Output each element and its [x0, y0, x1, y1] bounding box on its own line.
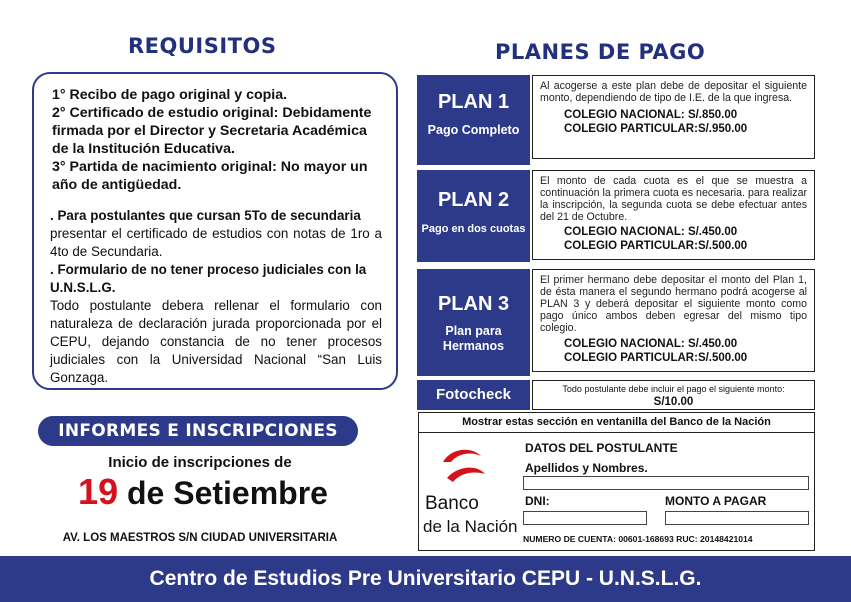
plan3-text: El primer hermano debe depositar el monto del Plan 1, de ésta manera el segundo hermano podrá acogerse al PLAN 3 y deberá depositar el siguiente monto como pago único ambos deben egresar del mismo tipo colegio. [540, 274, 807, 334]
plan3-sub: Plan para Hermanos [442, 324, 505, 353]
requisitos-box [32, 72, 398, 390]
plan3-name: PLAN 3 [437, 293, 510, 315]
deposit-slip [418, 412, 815, 551]
note-judicial-text: Todo postulante debera rellenar el formulario con naturaleza de declaración jurada proporcionada por el CEPU, dejando constancia de no tener procesos judiciales con la Universidad Nacional “San Luis Gonzaga. [50, 298, 382, 385]
monto-label: MONTO A PAGAR [665, 494, 767, 508]
dni-label: DNI: [525, 494, 550, 508]
plan1-sub: Pago Completo [427, 123, 520, 137]
plan2-nacional: COLEGIO NACIONAL: S/.450.00 [564, 226, 738, 238]
requisitos-title: REQUISITOS [128, 34, 277, 58]
plan3-nacional: COLEGIO NACIONAL: S/.450.00 [564, 338, 738, 350]
fotocheck-tab: Fotocheck [417, 380, 530, 410]
inicio-inscripciones: Inicio de inscripciones de [108, 454, 292, 471]
footer-banner: Centro de Estudios Pre Universitario CEPU - U.N.S.L.G. [0, 556, 851, 602]
plan2-sub: Pago en dos cuotas [421, 223, 526, 235]
plan1-nacional: COLEGIO NACIONAL: S/.850.00 [564, 109, 738, 121]
bank-name-line1: Banco [425, 493, 479, 514]
requisito-2: 2° Certificado de estudio original: Debidamente firmada por el Director y Secretaria Académica de la Institución Educativa. [52, 105, 372, 157]
fotocheck-value: S/10.00 [653, 396, 694, 408]
banco-nacion-logo-icon [437, 444, 489, 496]
apellidos-label: Apellidos y Nombres. [525, 461, 648, 475]
dni-field[interactable] [523, 511, 647, 525]
requisito-1: 1° Recibo de pago original y copia. [52, 87, 288, 103]
plan2-name: PLAN 2 [437, 189, 510, 211]
plan3-tab [417, 269, 530, 376]
plan3-box [532, 269, 815, 372]
fotocheck-text: Todo postulante debe incluir el pago el siguiente monto: [562, 384, 785, 394]
plan3-particular: COLEGIO PARTICULAR:S/.500.00 [564, 352, 748, 364]
plan2-text: El monto de cada cuota es el que se muestra a continuación la primera cuota es necesaria. para realizar la inscripción, la segunda cuota se debe efectuar antes del 21 de Octubre. [540, 175, 807, 223]
plan2-box [532, 170, 815, 260]
bank-name-line2: de la Nación [423, 517, 518, 536]
plan1-particular: COLEGIO PARTICULAR:S/.950.00 [564, 123, 748, 135]
inscription-month: de Setiembre [126, 475, 328, 511]
slip-header: Mostrar estas sección en ventanilla del Banco de la Nación [419, 413, 814, 433]
inscription-date [0, 471, 406, 513]
plan2-tab [417, 170, 530, 262]
inscription-day: 19 [78, 471, 119, 512]
monto-field[interactable] [665, 511, 809, 525]
apellidos-field[interactable] [523, 476, 809, 490]
datos-label: DATOS DEL POSTULANTE [525, 441, 678, 455]
fotocheck-box [532, 380, 815, 410]
plan2-particular: COLEGIO PARTICULAR:S/.500.00 [564, 240, 748, 252]
plan1-box [532, 75, 815, 159]
note-5to-text: presentar el certificado de estudios con notas de 1ro a 4to de Secundaria. [50, 226, 382, 259]
note-judicial-title: . Formulario de no tener proceso judiciales con la U.N.S.L.G. [50, 262, 367, 295]
informes-pill: INFORMES E INSCRIPCIONES [38, 416, 358, 446]
note-5to-title: . Para postulantes que cursan 5To de secundaria [50, 208, 361, 223]
plan1-tab [417, 75, 530, 165]
plan1-text: Al acogerse a este plan debe de depositar el siguiente monto, dependiendo de tipo de I.E. de la que ingresa. [540, 80, 807, 104]
plan1-name: PLAN 1 [437, 91, 510, 113]
planes-title: PLANES DE PAGO [495, 40, 706, 64]
requisito-3: 3° Partida de nacimiento original: No mayor un año de antigüedad. [52, 159, 368, 193]
account-info: NUMERO DE CUENTA: 00601-168693 RUC: 20148421014 [523, 534, 753, 544]
address: AV. LOS MAESTROS S/N CIUDAD UNIVERSITARIA [62, 532, 338, 544]
